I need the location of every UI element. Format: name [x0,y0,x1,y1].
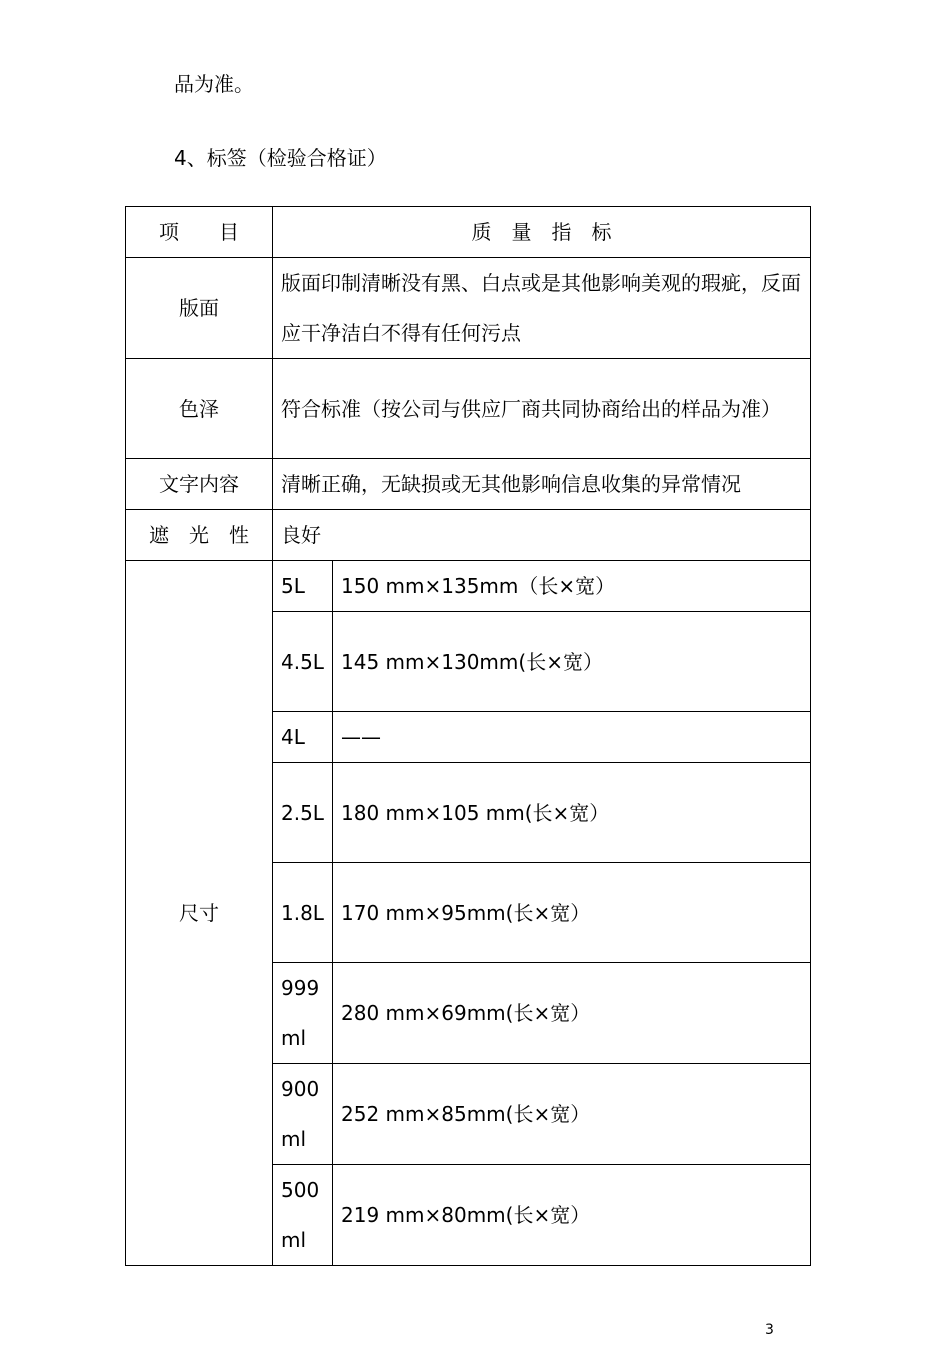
row-value-text: 清晰正确，无缺损或无其他影响信息收集的异常情况 [273,459,811,510]
size-volume: 1.8L [273,863,333,963]
row-value-layout: 版面印制清晰没有黑、白点或是其他影响美观的瑕疵，反面应干净洁白不得有任何污点 [273,258,811,359]
size-dimension: 180 mm×105 mm(长×宽） [333,763,811,863]
size-dimension: 252 mm×85mm(长×宽） [333,1064,811,1165]
table-row [126,459,811,510]
size-volume: 500ml [273,1165,333,1266]
table-row [126,258,811,359]
table-row [126,510,811,561]
size-dimension: 170 mm×95mm(长×宽） [333,863,811,963]
page-number: 3 [765,1322,774,1338]
row-value-color: 符合标准（按公司与供应厂商共同协商给出的样品为准） [273,359,811,459]
section-heading: 4、标签（检验合格证） [174,146,387,170]
row-label-opacity: 遮 光 性 [126,510,273,561]
row-label-color: 色泽 [126,359,273,459]
size-dimension: 150 mm×135mm（长×宽） [333,561,811,612]
size-dimension: 280 mm×69mm(长×宽） [333,963,811,1064]
size-volume: 900ml [273,1064,333,1165]
size-row [126,561,811,612]
size-volume: 999ml [273,963,333,1064]
header-item: 项 目 [126,207,273,258]
table-header-row [126,207,811,258]
size-dimension: —— [333,712,811,763]
size-dimension: 145 mm×130mm(长×宽） [333,612,811,712]
size-label: 尺寸 [126,561,273,1266]
row-label-text: 文字内容 [126,459,273,510]
size-dimension: 219 mm×80mm(长×宽） [333,1165,811,1266]
header-quality: 质 量 指 标 [273,207,811,258]
row-value-opacity: 良好 [273,510,811,561]
row-label-layout: 版面 [126,258,273,359]
size-volume: 4.5L [273,612,333,712]
table-row [126,359,811,459]
size-volume: 2.5L [273,763,333,863]
intro-line: 品为准。 [174,72,254,96]
size-volume: 4L [273,712,333,763]
size-volume: 5L [273,561,333,612]
label-spec-table [125,206,811,1266]
